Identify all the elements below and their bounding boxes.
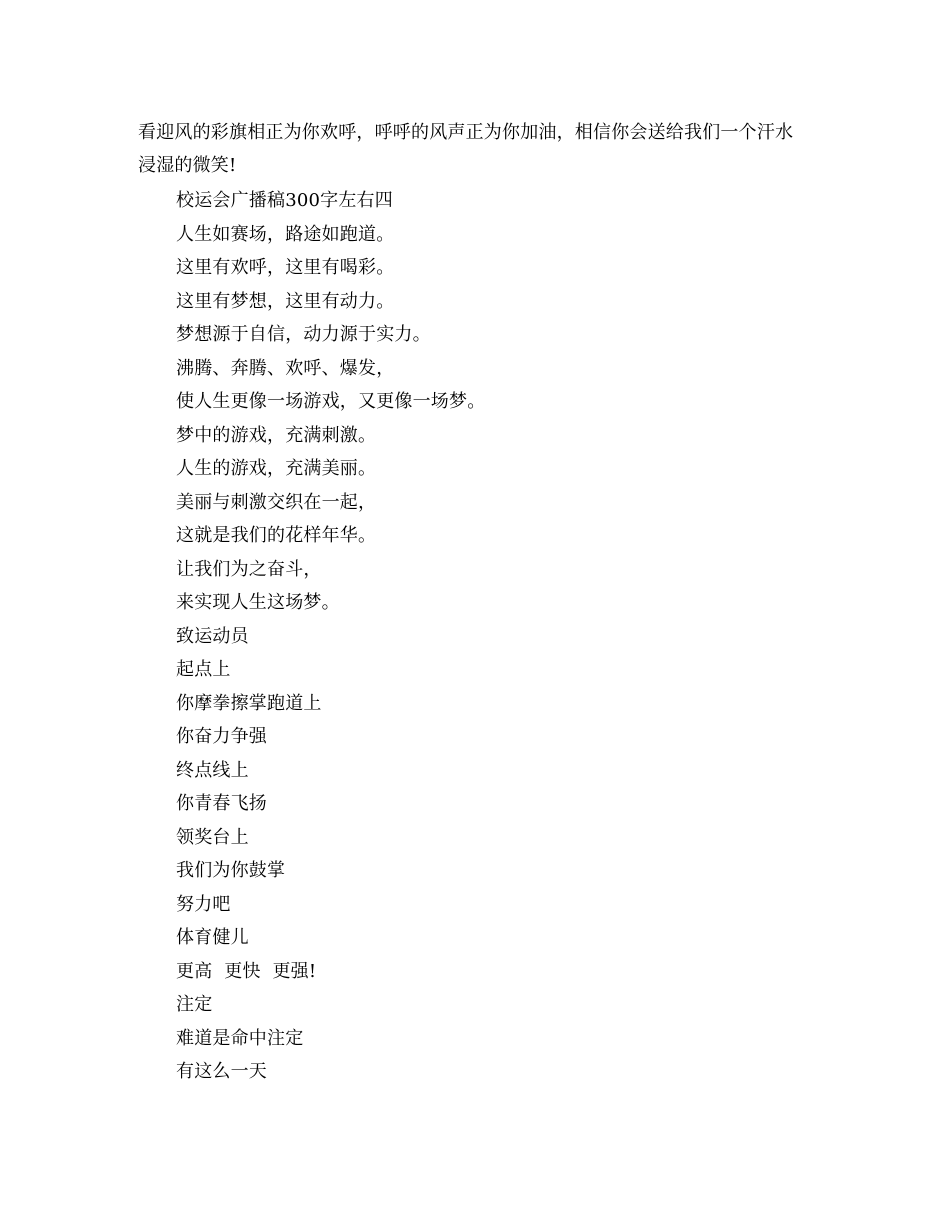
text-line: 让我们为之奋斗， [176, 558, 322, 580]
poem-title: 致运动员 [176, 625, 249, 647]
text-line: 这里有梦想，这里有动力。 [176, 290, 395, 312]
text-line: 起点上 [176, 659, 231, 680]
text-line: 领奖台上 [176, 826, 249, 848]
text-line: 我们为你鼓掌 [176, 860, 286, 881]
text-line: 努力吧 [176, 893, 231, 915]
text-line: 终点线上 [176, 759, 249, 781]
text-line: 你青春飞扬 [176, 793, 267, 814]
text-line: 梦中的游戏，充满刺激。 [176, 424, 377, 446]
text-lines [176, 184, 826, 1089]
section-heading: 校运会广播稿300字左右四 [176, 190, 393, 211]
text-line: 体育健儿 [176, 927, 249, 948]
text-line: 使人生更像一场游戏，又更像一场梦。 [176, 391, 486, 412]
text-line: 沸腾、奔腾、欢呼、爆发， [176, 357, 395, 379]
text-line: 美丽与刺激交织在一起， [176, 491, 377, 513]
text-line: 来实现人生这场梦。 [176, 592, 340, 613]
opening-paragraph [138, 116, 828, 182]
text-line: 有这么一天 [176, 1061, 267, 1082]
text-line: 人生的游戏，充满美丽。 [176, 458, 377, 479]
paragraph-line: 浸湿的微笑! [138, 155, 237, 176]
paragraph-line: 看迎风的彩旗相正为你欢呼，呼呼的风声正为你加油，相信你会送给我们一个汗水 [138, 122, 794, 143]
text-line: 这就是我们的花样年华。 [176, 525, 377, 546]
text-line: 更高 更快 更强! [176, 960, 317, 982]
text-line: 人生如赛场，路途如跑道。 [176, 223, 395, 245]
text-line: 你奋力争强 [176, 726, 267, 747]
text-line: 梦想源于自信，动力源于实力。 [176, 324, 431, 345]
poem-title: 注定 [176, 994, 213, 1015]
text-line: 难道是命中注定 [176, 1027, 304, 1049]
text-line: 这里有欢呼，这里有喝彩。 [176, 257, 395, 278]
text-line: 你摩拳擦掌跑道上 [176, 692, 322, 714]
